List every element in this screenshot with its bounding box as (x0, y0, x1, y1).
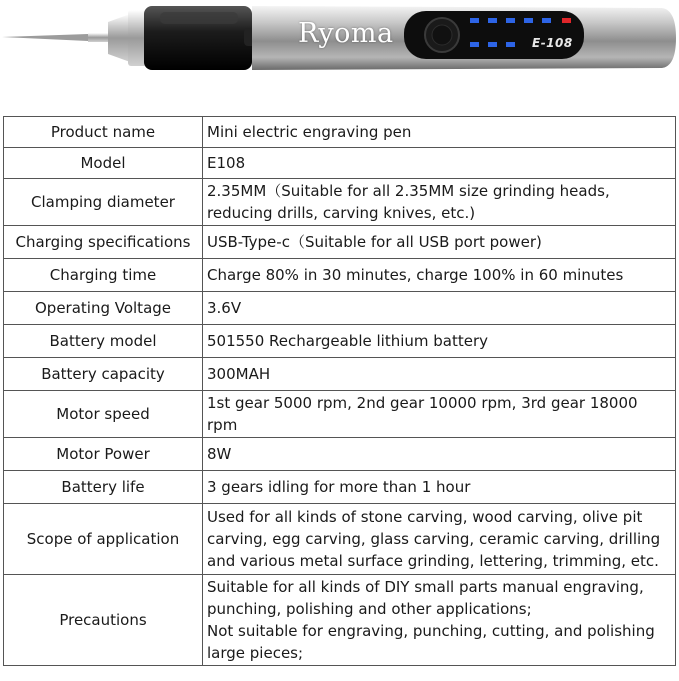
spec-value: 8W (203, 438, 676, 471)
spec-key: Operating Voltage (4, 292, 203, 325)
table-row (4, 438, 676, 471)
spec-value: 2.35MM（Suitable for all 2.35MM size grinding heads, reducing drills, carving knives, etc.) (203, 179, 676, 226)
spec-key: Scope of application (4, 504, 203, 575)
spec-value: Used for all kinds of stone carving, wood carving, olive pit carving, egg carving, glass carving, ceramic carving, drilling and various metal surface grinding, lettering, trimming, etc. (203, 504, 676, 575)
spec-key: Product name (4, 117, 203, 148)
spec-value: USB-Type-c（Suitable for all USB port power) (203, 226, 676, 259)
table-row (4, 259, 676, 292)
brand-logo: Ryoma (298, 18, 394, 49)
spec-key: Clamping diameter (4, 179, 203, 226)
table-row (4, 117, 676, 148)
red-led-icon (562, 18, 571, 23)
spec-value: 501550 Rechargeable lithium battery (203, 325, 676, 358)
table-row (4, 292, 676, 325)
table-row (4, 179, 676, 226)
table-row (4, 504, 676, 575)
spec-value: Mini electric engraving pen (203, 117, 676, 148)
table-row (4, 148, 676, 179)
engraving-bit (2, 34, 88, 41)
table-row (4, 575, 676, 666)
spec-table (3, 116, 676, 666)
table-row (4, 471, 676, 504)
spec-key: Battery model (4, 325, 203, 358)
spec-key: Battery capacity (4, 358, 203, 391)
table-row (4, 325, 676, 358)
spec-key: Motor speed (4, 391, 203, 438)
product-image (0, 0, 679, 80)
spec-value: 1st gear 5000 rpm, 2nd gear 10000 rpm, 3rd gear 18000 rpm (203, 391, 676, 438)
spec-value: 300MAH (203, 358, 676, 391)
spec-key: Precautions (4, 575, 203, 666)
spec-value: Suitable for all kinds of DIY small parts manual engraving, punching, polishing and other applications; Not suitable for engraving, punching, cutting, and polishing large pieces; (203, 575, 676, 666)
table-row (4, 391, 676, 438)
table-row (4, 358, 676, 391)
table-row (4, 226, 676, 259)
spec-key: Charging specifications (4, 226, 203, 259)
spec-value: 3 gears idling for more than 1 hour (203, 471, 676, 504)
spec-key: Model (4, 148, 203, 179)
spec-key: Motor Power (4, 438, 203, 471)
spec-key: Charging time (4, 259, 203, 292)
spec-value: E108 (203, 148, 676, 179)
spec-value: 3.6V (203, 292, 676, 325)
model-code-label: E-108 (532, 36, 573, 50)
spec-key: Battery life (4, 471, 203, 504)
spec-value: Charge 80% in 30 minutes, charge 100% in 60 minutes (203, 259, 676, 292)
collet (108, 14, 130, 62)
